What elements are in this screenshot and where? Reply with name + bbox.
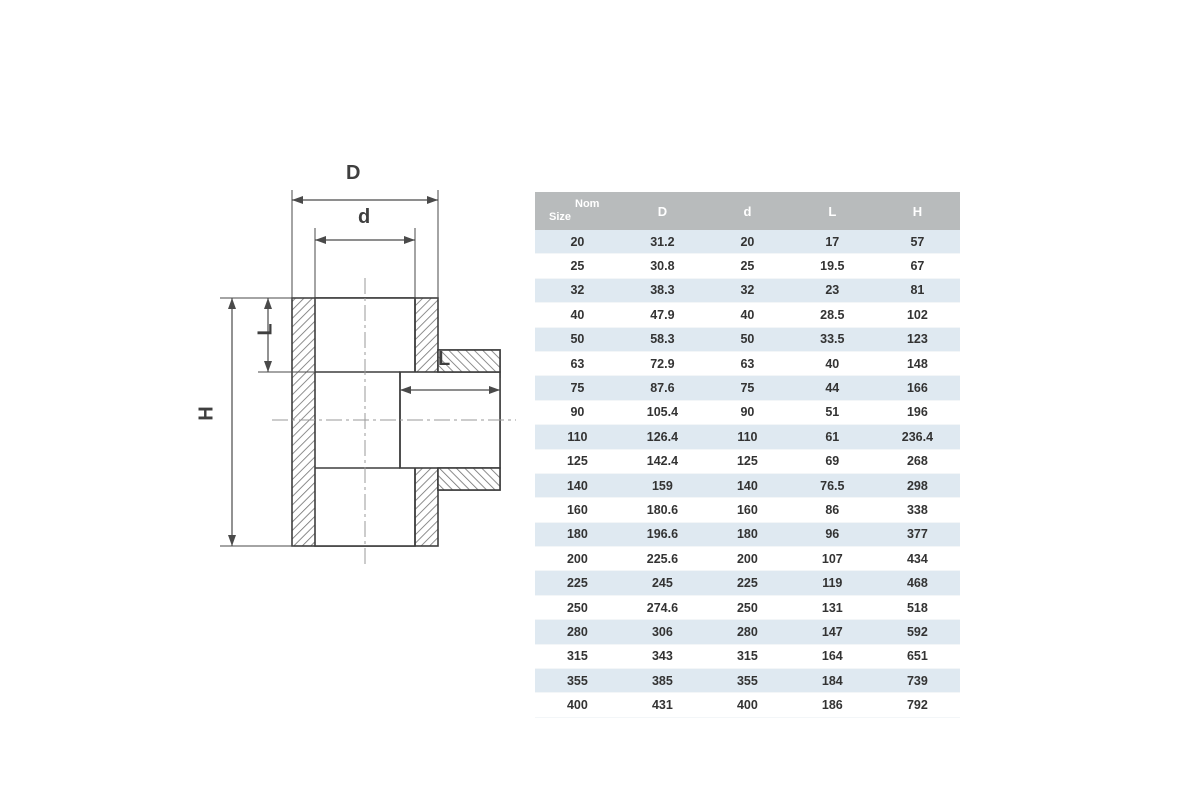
table-row — [535, 425, 960, 449]
table-cell: 25 — [705, 254, 790, 278]
column-header-L: L — [790, 192, 875, 230]
label-D: D — [346, 162, 361, 184]
table-cell: 196.6 — [620, 522, 705, 546]
table-cell: 468 — [875, 571, 960, 595]
table-cell: 86 — [790, 498, 875, 522]
table-cell: 160 — [705, 498, 790, 522]
table-cell: 17 — [790, 230, 875, 254]
table-cell: 159 — [620, 473, 705, 497]
table-cell: 90 — [705, 400, 790, 424]
table-cell: 125 — [705, 449, 790, 473]
table-row — [535, 693, 960, 717]
table-cell: 315 — [535, 644, 620, 668]
table-cell: 355 — [705, 669, 790, 693]
table-row — [535, 400, 960, 424]
table-row — [535, 498, 960, 522]
table-cell: 140 — [705, 473, 790, 497]
table-cell: 140 — [535, 473, 620, 497]
table-cell: 32 — [705, 278, 790, 302]
table-cell: 105.4 — [620, 400, 705, 424]
table-cell: 123 — [875, 327, 960, 351]
header-size-text: Size — [549, 211, 572, 223]
table-cell: 148 — [875, 351, 960, 375]
table-cell: 180 — [705, 522, 790, 546]
table-cell: 400 — [535, 693, 620, 717]
table-cell: 377 — [875, 522, 960, 546]
table-cell: 225 — [535, 571, 620, 595]
table-cell: 338 — [875, 498, 960, 522]
table-cell: 125 — [535, 449, 620, 473]
table-cell: 180 — [535, 522, 620, 546]
table-cell: 160 — [535, 498, 620, 522]
table-cell: 75 — [705, 376, 790, 400]
tee-fitting-svg — [180, 150, 520, 590]
table-cell: 315 — [705, 644, 790, 668]
table-cell: 40 — [790, 351, 875, 375]
table-cell: 280 — [535, 620, 620, 644]
table-row — [535, 327, 960, 351]
table-cell: 180.6 — [620, 498, 705, 522]
table-cell: 164 — [790, 644, 875, 668]
table-cell: 250 — [705, 595, 790, 619]
label-H: H — [195, 406, 218, 421]
table-row — [535, 351, 960, 375]
table-cell: 50 — [535, 327, 620, 351]
table-cell: 31.2 — [620, 230, 705, 254]
table-cell: 126.4 — [620, 425, 705, 449]
table-cell: 518 — [875, 595, 960, 619]
table-cell: 38.3 — [620, 278, 705, 302]
table-cell: 400 — [705, 693, 790, 717]
table-cell: 110 — [705, 425, 790, 449]
table-cell: 87.6 — [620, 376, 705, 400]
table-row — [535, 547, 960, 571]
table-cell: 20 — [535, 230, 620, 254]
table-cell: 200 — [535, 547, 620, 571]
table-cell: 30.8 — [620, 254, 705, 278]
table-cell: 225 — [705, 571, 790, 595]
table-row — [535, 595, 960, 619]
table-cell: 236.4 — [875, 425, 960, 449]
table-cell: 90 — [535, 400, 620, 424]
table-header — [535, 192, 960, 230]
table-cell: 81 — [875, 278, 960, 302]
table-row — [535, 669, 960, 693]
table-cell: 72.9 — [620, 351, 705, 375]
table-row — [535, 303, 960, 327]
tee-fitting-drawing — [180, 150, 520, 590]
table-cell: 23 — [790, 278, 875, 302]
label-L-horizontal: L — [438, 348, 451, 370]
table-cell: 102 — [875, 303, 960, 327]
table-cell: 19.5 — [790, 254, 875, 278]
table-cell: 33.5 — [790, 327, 875, 351]
table-cell: 28.5 — [790, 303, 875, 327]
table-row — [535, 278, 960, 302]
table-cell: 651 — [875, 644, 960, 668]
table-row — [535, 571, 960, 595]
table-row — [535, 376, 960, 400]
table-cell: 306 — [620, 620, 705, 644]
table-cell: 385 — [620, 669, 705, 693]
table-cell: 119 — [790, 571, 875, 595]
table-row — [535, 473, 960, 497]
table-cell: 355 — [535, 669, 620, 693]
table-cell: 47.9 — [620, 303, 705, 327]
table-cell: 434 — [875, 547, 960, 571]
table-cell: 75 — [535, 376, 620, 400]
table-row — [535, 644, 960, 668]
table-cell: 184 — [790, 669, 875, 693]
table-cell: 147 — [790, 620, 875, 644]
table-cell: 32 — [535, 278, 620, 302]
table-cell: 225.6 — [620, 547, 705, 571]
table-header-row — [535, 192, 960, 230]
column-header-d: d — [705, 192, 790, 230]
table-cell: 250 — [535, 595, 620, 619]
table-cell: 40 — [705, 303, 790, 327]
table-cell: 96 — [790, 522, 875, 546]
table-cell: 58.3 — [620, 327, 705, 351]
table-cell: 107 — [790, 547, 875, 571]
table-cell: 61 — [790, 425, 875, 449]
table-cell: 274.6 — [620, 595, 705, 619]
table-body — [535, 230, 960, 717]
table-row — [535, 254, 960, 278]
table-cell: 268 — [875, 449, 960, 473]
table-cell: 592 — [875, 620, 960, 644]
table-cell: 298 — [875, 473, 960, 497]
table-row — [535, 522, 960, 546]
table-cell: 280 — [705, 620, 790, 644]
table-cell: 51 — [790, 400, 875, 424]
header-nom-text: Nom — [575, 198, 600, 210]
table-cell: 245 — [620, 571, 705, 595]
table-cell: 20 — [705, 230, 790, 254]
table-cell: 57 — [875, 230, 960, 254]
table-cell: 792 — [875, 693, 960, 717]
table-cell: 166 — [875, 376, 960, 400]
table-cell: 63 — [705, 351, 790, 375]
table-cell: 196 — [875, 400, 960, 424]
table-cell: 76.5 — [790, 473, 875, 497]
table-cell: 25 — [535, 254, 620, 278]
table-cell: 63 — [535, 351, 620, 375]
dimension-table — [535, 192, 960, 718]
column-header-H: H — [875, 192, 960, 230]
table-cell: 200 — [705, 547, 790, 571]
table-cell: 431 — [620, 693, 705, 717]
table-cell: 50 — [705, 327, 790, 351]
label-d: d — [358, 206, 371, 228]
column-header-size-nom — [535, 192, 620, 230]
table-cell: 67 — [875, 254, 960, 278]
column-header-D: D — [620, 192, 705, 230]
table-cell: 131 — [790, 595, 875, 619]
table-cell: 44 — [790, 376, 875, 400]
label-L-vertical: L — [254, 323, 277, 336]
table-row — [535, 230, 960, 254]
table-cell: 142.4 — [620, 449, 705, 473]
table-cell: 40 — [535, 303, 620, 327]
table-cell: 739 — [875, 669, 960, 693]
table-cell: 186 — [790, 693, 875, 717]
table-cell: 110 — [535, 425, 620, 449]
table-cell: 343 — [620, 644, 705, 668]
table-row — [535, 620, 960, 644]
table-cell: 69 — [790, 449, 875, 473]
table-row — [535, 449, 960, 473]
